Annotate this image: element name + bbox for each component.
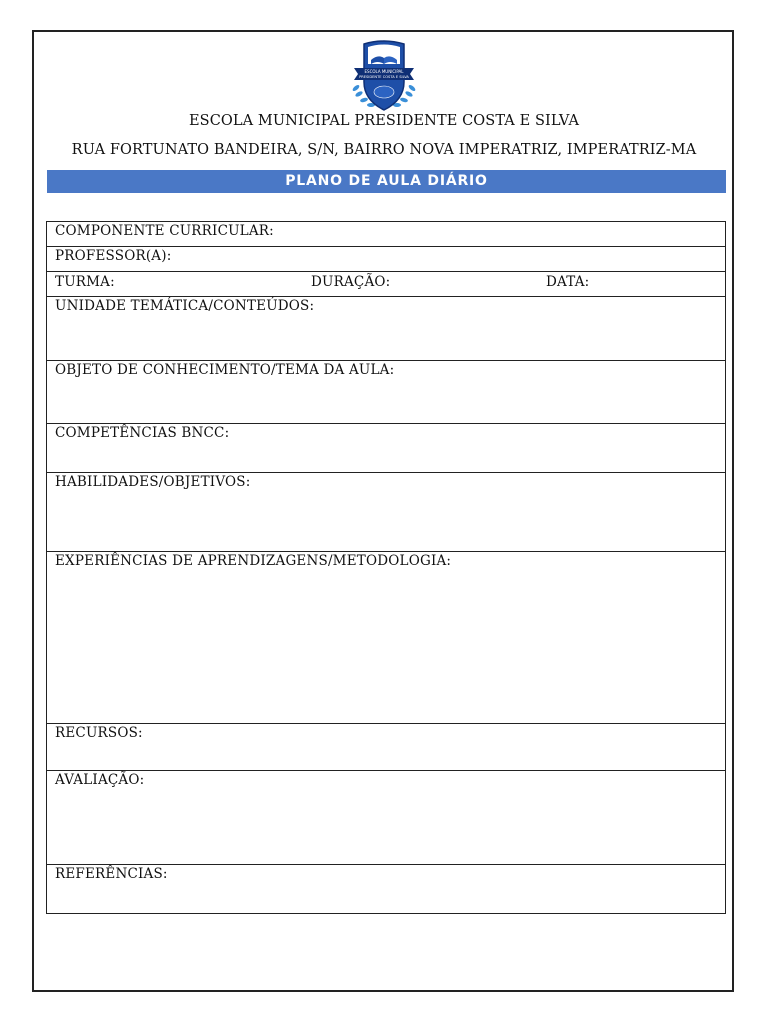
row-experiencias-metodologia[interactable]	[47, 552, 725, 724]
row-competencias-bncc[interactable]	[47, 424, 725, 473]
row-avaliacao[interactable]	[47, 771, 725, 865]
label-unidade-tematica: UNIDADE TEMÁTICA/CONTEÚDOS:	[55, 298, 315, 314]
row-turma-duracao-data	[47, 272, 725, 297]
label-experiencias-metodologia: EXPERIÊNCIAS DE APRENDIZAGENS/METODOLOGIA:	[55, 553, 452, 569]
row-unidade-tematica[interactable]	[47, 297, 725, 361]
label-objeto-conhecimento: OBJETO DE CONHECIMENTO/TEMA DA AULA:	[55, 362, 395, 378]
label-data[interactable]: DATA:	[546, 274, 590, 290]
label-avaliacao: AVALIAÇÃO:	[55, 772, 145, 788]
row-objeto-conhecimento[interactable]	[47, 361, 725, 424]
label-recursos: RECURSOS:	[55, 725, 143, 741]
row-habilidades-objetivos[interactable]	[47, 473, 725, 552]
logo-text-line2: PRESIDENTE COSTA E SILVA	[359, 75, 409, 79]
row-referencias[interactable]	[47, 865, 725, 913]
row-recursos[interactable]	[47, 724, 725, 771]
school-name: ESCOLA MUNICIPAL PRESIDENTE COSTA E SILVA	[188, 113, 580, 129]
label-competencias-bncc: COMPETÊNCIAS BNCC:	[55, 425, 230, 441]
label-turma[interactable]: TURMA:	[55, 274, 115, 290]
label-referencias: REFERÊNCIAS:	[55, 866, 168, 882]
school-address: RUA FORTUNATO BANDEIRA, S/N, BAIRRO NOVA IMPERATRIZ, IMPERATRIZ-MA	[71, 142, 697, 158]
label-professor: PROFESSOR(A):	[55, 248, 172, 264]
row-componente-curricular[interactable]	[47, 222, 725, 247]
logo-text-line1: ESCOLA MUNICIPAL	[364, 69, 404, 74]
label-componente-curricular: COMPONENTE CURRICULAR:	[55, 223, 274, 239]
label-habilidades-objetivos: HABILIDADES/OBJETIVOS:	[55, 474, 251, 490]
plan-title-banner: PLANO DE AULA DIÁRIO	[47, 170, 726, 193]
school-logo	[340, 38, 428, 114]
lesson-plan-form	[46, 221, 726, 914]
row-professor[interactable]	[47, 247, 725, 272]
label-duracao[interactable]: DURAÇÃO:	[311, 274, 391, 290]
